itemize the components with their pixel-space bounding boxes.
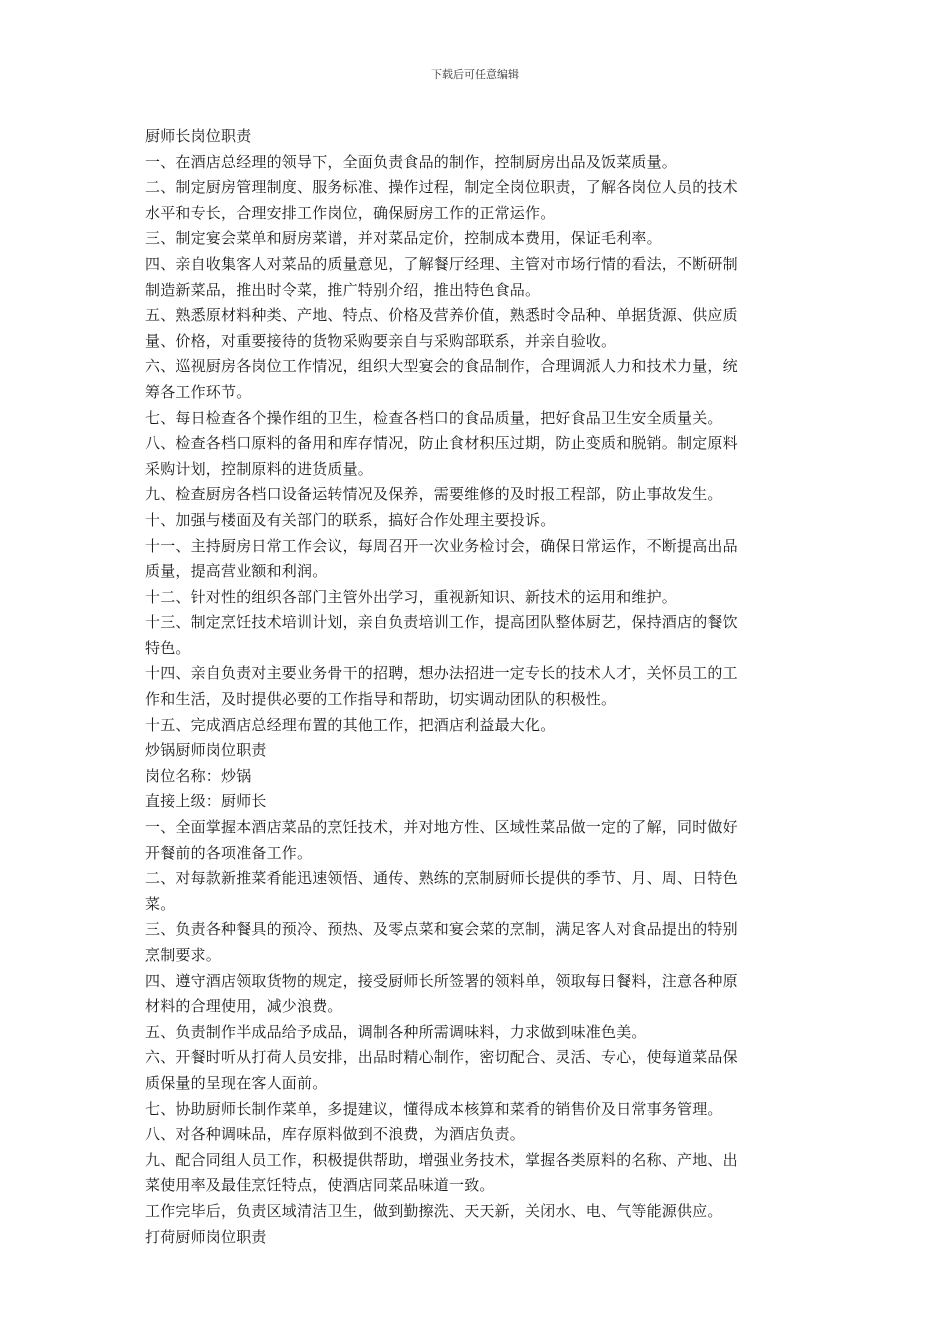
text-line: 采购计划，控制原料的进货质量。 <box>145 459 374 478</box>
text-line: 九、检查厨房各档口设备运转情况及保养，需要维修的及时报工程部，防止事故发生。 <box>145 485 723 504</box>
text-line: 二、制定厨房管理制度、服务标准、操作过程，制定全岗位职责，了解各岗位人员的技术 <box>145 178 738 197</box>
text-line: 五、熟悉原材料种类、产地、特点、价格及营养价值，熟悉时令品种、单据货源、供应质 <box>145 306 738 325</box>
text-line: 菜。 <box>145 894 176 913</box>
text-line: 量、价格，对重要接待的货物采购要亲自与采购部联系，并亲自验收。 <box>145 331 617 350</box>
section-title: 打荷厨师岗位职责 <box>145 1227 267 1246</box>
text-line: 工作完毕后，负责区域清洁卫生，做到勤擦洗、天天新，关闭水、电、气等能源供应。 <box>145 1201 723 1220</box>
text-line: 六、巡视厨房各岗位工作情况，组织大型宴会的食品制作，合理调派人力和技术力量，统 <box>145 357 738 376</box>
text-line: 八、检查各档口原料的备用和库存情况，防止食材积压过期，防止变质和脱销。制定原料 <box>145 434 738 453</box>
text-line: 岗位名称：炒锅 <box>145 766 252 785</box>
text-line: 七、每日检查各个操作组的卫生，检查各档口的食品质量，把好食品卫生安全质量关。 <box>145 408 723 427</box>
text-line: 十四、亲自负责对主要业务骨干的招聘，想办法招进一定专长的技术人才，关怀员工的工 <box>145 664 738 683</box>
text-line: 十三、制定烹饪技术培训计划，亲自负责培训工作，提高团队整体厨艺，保持酒店的餐饮 <box>145 613 738 632</box>
text-line: 五、负责制作半成品给予成品，调制各种所需调味料，力求做到味准色美。 <box>145 1022 647 1041</box>
text-line: 筹各工作环节。 <box>145 382 252 401</box>
text-line: 特色。 <box>145 638 191 657</box>
text-line: 质量，提高营业额和利润。 <box>145 562 328 581</box>
text-line: 菜使用率及最佳烹饪特点，使酒店同菜品味道一致。 <box>145 1176 495 1195</box>
section-title: 厨师长岗位职责 <box>145 127 252 145</box>
page-header: 下载后可任意编辑 <box>431 68 519 81</box>
text-line: 四、遵守酒店领取货物的规定，接受厨师长所签署的领料单，领取每日餐料，注意各种原 <box>145 971 738 990</box>
text-line: 七、协助厨师长制作菜单，多提建议，懂得成本核算和菜肴的销售价及日常事务管理。 <box>145 1099 723 1118</box>
section-title: 炒锅厨师岗位职责 <box>145 741 267 760</box>
text-line: 二、对每款新推菜肴能迅速领悟、通传、熟练的烹制厨师长提供的季节、月、周、日特色 <box>145 869 738 888</box>
text-line: 一、全面掌握本酒店菜品的烹饪技术，并对地方性、区域性菜品做一定的了解，同时做好 <box>145 818 738 837</box>
text-line: 开餐前的各项准备工作。 <box>145 843 313 862</box>
text-line: 直接上级：厨师长 <box>145 792 267 811</box>
text-line: 材料的合理使用，减少浪费。 <box>145 997 343 1016</box>
text-line: 十、加强与楼面及有关部门的联系，搞好合作处理主要投诉。 <box>145 510 556 529</box>
text-line: 一、在酒店总经理的领导下，全面负责食品的制作，控制厨房出品及饭菜质量。 <box>145 152 678 171</box>
text-line: 十二、针对性的组织各部门主管外出学习，重视新知识、新技术的运用和维护。 <box>145 587 678 606</box>
text-line: 三、负责各种餐具的预冷、预热、及零点菜和宴会菜的烹制，满足客人对食品提出的特别 <box>145 920 738 939</box>
text-line: 水平和专长，合理安排工作岗位，确保厨房工作的正常运作。 <box>145 203 556 222</box>
text-line: 九、配合同组人员工作，积极提供帮助，增强业务技术，掌握各类原料的名称、产地、出 <box>145 1150 738 1169</box>
document-body <box>145 124 810 1250</box>
text-line: 六、开餐时听从打荷人员安排，出品时精心制作，密切配合、灵活、专心，使每道菜品保 <box>145 1048 738 1067</box>
text-line: 三、制定宴会菜单和厨房菜谱，并对菜品定价，控制成本费用，保证毛利率。 <box>145 229 662 248</box>
text-line: 制造新菜品，推出时令菜，推广特别介绍，推出特色食品。 <box>145 280 541 299</box>
text-line: 十五、完成酒店总经理布置的其他工作，把酒店利益最大化。 <box>145 715 556 734</box>
text-line: 烹制要求。 <box>145 946 222 964</box>
text-line: 四、亲自收集客人对菜品的质量意见，了解餐厅经理、主管对市场行情的看法，不断研制 <box>145 254 738 273</box>
text-line: 八、对各种调味品，库存原料做到不浪费，为酒店负责。 <box>145 1125 526 1144</box>
text-line: 质保量的呈现在客人面前。 <box>145 1073 328 1092</box>
text-line: 作和生活，及时提供必要的工作指导和帮助，切实调动团队的积极性。 <box>145 690 617 709</box>
text-line: 十一、主持厨房日常工作会议，每周召开一次业务检讨会，确保日常运作，不断提高出品 <box>145 536 738 555</box>
